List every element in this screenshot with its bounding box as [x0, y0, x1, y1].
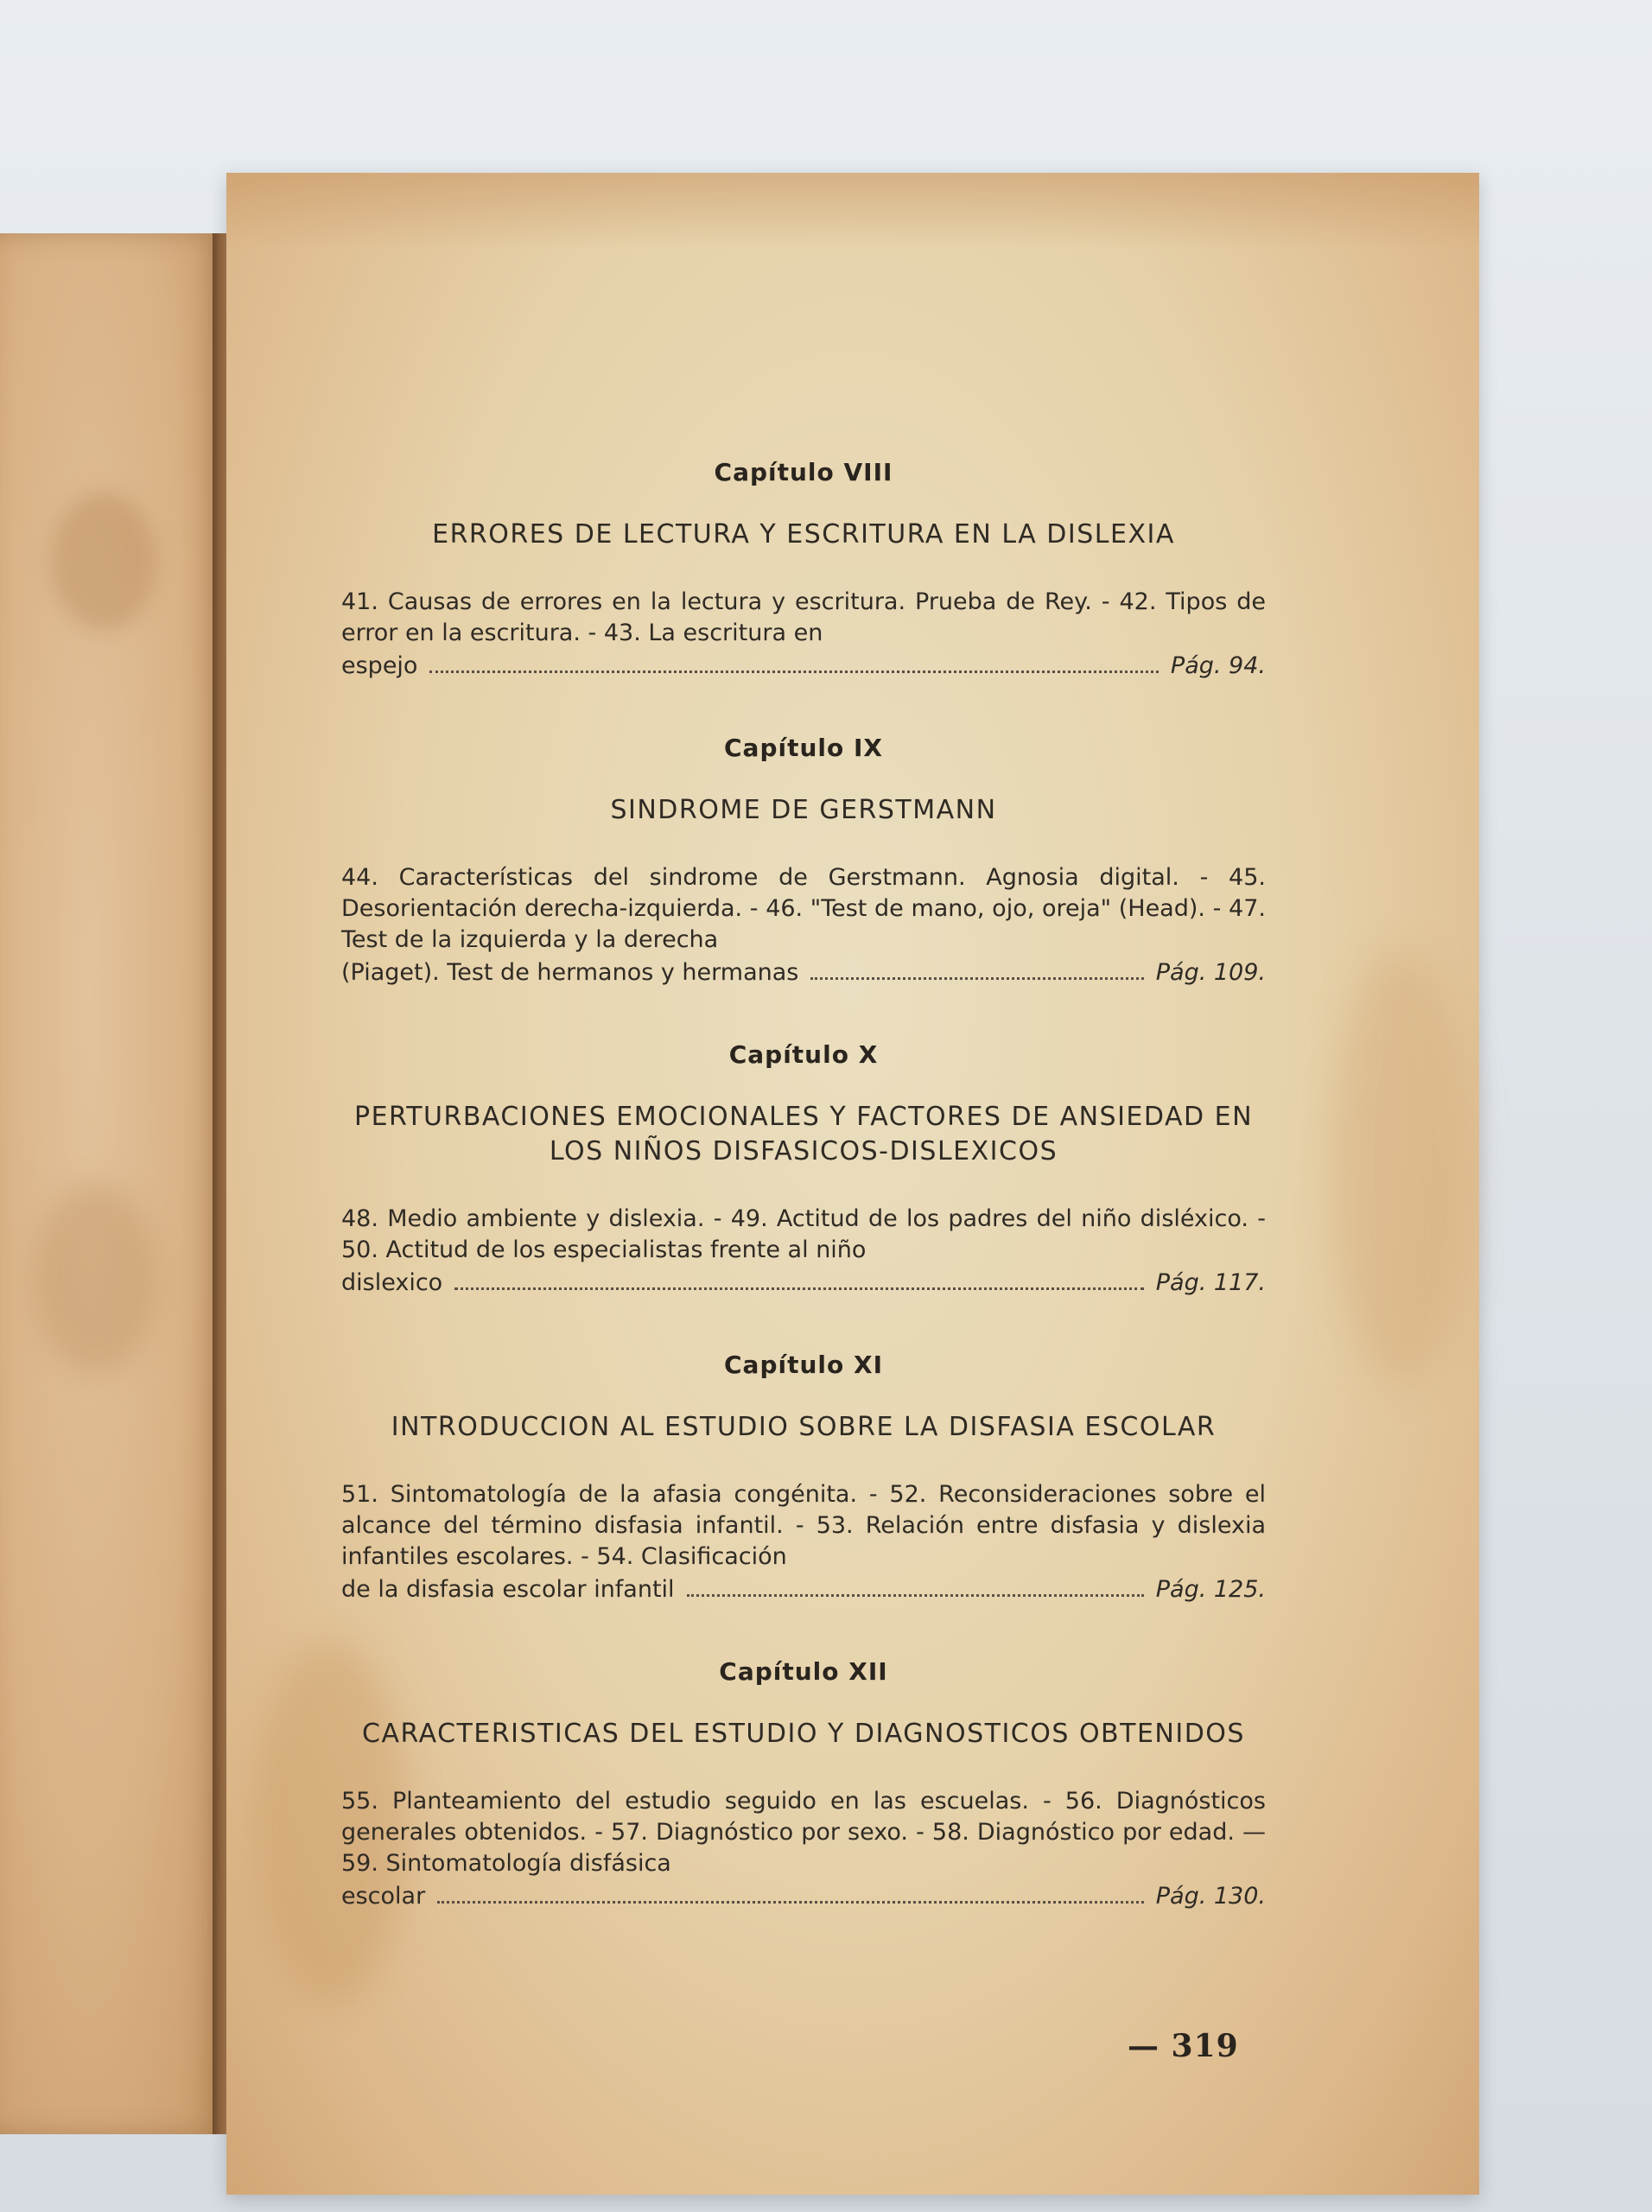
page-reference: Pág. 130. — [1155, 1883, 1266, 1910]
facing-page-left — [0, 233, 225, 2134]
chapter-summary: 44. Características del sindrome de Gerstmann. Agnosia digital. - 45. Desorientación derecha-izquierda. - 46. "Test de mano, ojo, oreja" (Head). - 47. Test de la izquierda y la derecha — [341, 864, 1266, 953]
page-reference: Pág. 117. — [1155, 1269, 1266, 1296]
chapter-heading: Capítulo IX — [724, 734, 883, 762]
chapter-title: INTRODUCCION AL ESTUDIO SOBRE LA DISFASIA ESCOLAR — [391, 1412, 1217, 1442]
paper-stain — [1332, 950, 1471, 1382]
chapter-heading: Capítulo XI — [724, 1351, 883, 1379]
dot-leader — [454, 1287, 1144, 1290]
chapter-entry — [341, 734, 1266, 988]
chapter-summary: 48. Medio ambiente y dislexia. - 49. Actitud de los padres del niño disléxico. - 50. Actitud de los especialistas frente al niño — [341, 1205, 1266, 1263]
dot-leader — [437, 1901, 1144, 1904]
page-reference: Pág. 125. — [1155, 1576, 1266, 1603]
chapter-title: PERTURBACIONES EMOCIONALES Y FACTORES DE ANSIEDAD EN LOS NIÑOS DISFASICOS-DISLEXICOS — [353, 1102, 1254, 1166]
summary-last-line: de la disfasia escolar infantil — [341, 1576, 675, 1603]
chapter-title: CARACTERISTICAS DEL ESTUDIO Y DIAGNOSTICOS OBTENIDOS — [362, 1719, 1245, 1749]
chapter-heading: Capítulo XII — [719, 1657, 888, 1686]
table-of-contents — [341, 458, 1266, 1964]
chapter-summary: 51. Sintomatología de la afasia congénita. - 52. Reconsideraciones sobre el alcance del término disfasia infantil. - 53. Relación entre disfasia y dislexia infantiles escolares. - 54. Clasificación — [341, 1481, 1266, 1570]
entry-line — [341, 1881, 1266, 1912]
entry-line — [341, 1268, 1266, 1299]
entry-line — [341, 1574, 1266, 1605]
dot-leader — [429, 671, 1158, 673]
paper-stain — [52, 493, 156, 631]
entry-line — [341, 957, 1266, 988]
chapter-summary: 55. Planteamiento del estudio seguido en las escuelas. - 56. Diagnósticos generales obtenidos. - 57. Diagnóstico por sexo. - 58. Diagnóstico por edad. — 59. Sintomatología disfásica — [341, 1788, 1266, 1877]
entry-line — [341, 651, 1266, 682]
page-reference: Pág. 109. — [1155, 959, 1266, 986]
paper-stain — [35, 1184, 156, 1374]
chapter-title: ERRORES DE LECTURA Y ESCRITURA EN LA DISLEXIA — [432, 519, 1175, 550]
chapter-entry — [341, 1657, 1266, 1912]
chapter-entry — [341, 458, 1266, 682]
summary-last-line: espejo — [341, 652, 418, 679]
summary-last-line: escolar — [341, 1883, 426, 1910]
chapter-summary: 41. Causas de errores en la lectura y escritura. Prueba de Rey. - 42. Tipos de error en la escritura. - 43. La escritura en — [341, 588, 1266, 646]
chapter-heading: Capítulo X — [728, 1040, 879, 1069]
chapter-entry — [341, 1040, 1266, 1299]
dot-leader — [810, 977, 1143, 980]
page-number: — 319 — [1128, 2028, 1239, 2064]
summary-last-line: dislexico — [341, 1269, 443, 1296]
chapter-entry — [341, 1351, 1266, 1605]
dot-leader — [687, 1594, 1144, 1597]
summary-last-line: (Piaget). Test de hermanos y hermanas — [341, 959, 799, 986]
page-reference: Pág. 94. — [1170, 652, 1266, 679]
chapter-title: SINDROME DE GERSTMANN — [610, 795, 997, 825]
chapter-heading: Capítulo VIII — [714, 458, 893, 486]
